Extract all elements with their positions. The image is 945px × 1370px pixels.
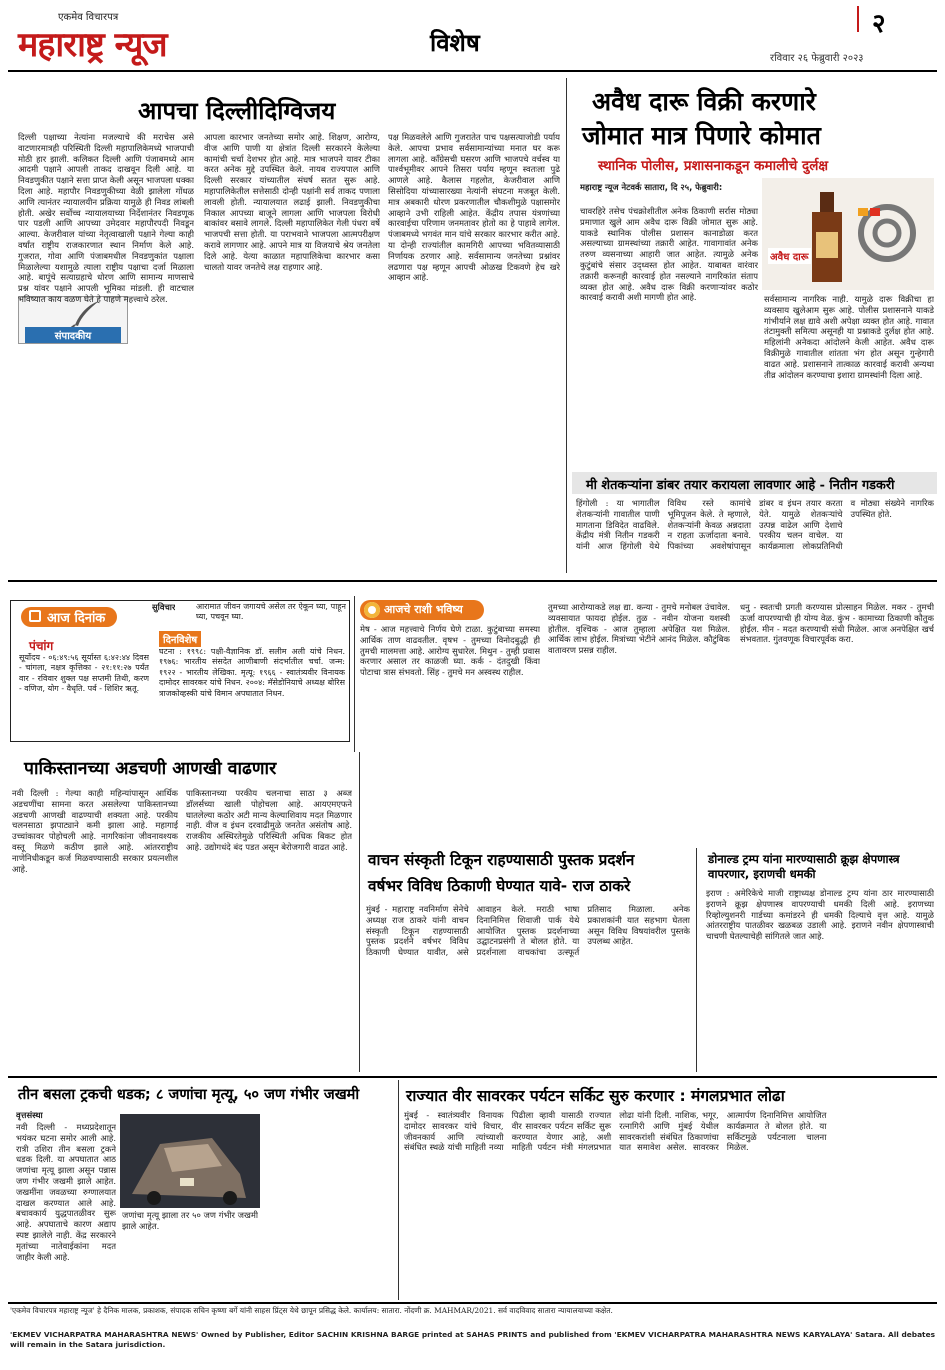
footer-line-1: 'एकमेव विचारपत्र महाराष्ट्र न्यूज' हे दैनिक मालक, प्रकाशक, संपादक सचिन कृष्णा बर्गे यांनी साहस प्रिंट्स येथे छापून प्रसिद्ध केले. कार्यालय: सातारा. नोंदणी क्र. MAHMAR/2021. सर्व वादविवाद सातारा न्यायालयाच्या कक्षेत. [10, 1306, 613, 1315]
bus-body: नवी दिल्ली - मध्यप्रदेशातून भयंकर घटना समोर आली आहे. रात्री उशिरा तीन बसला ट्रकने धडक दिली. या अपघातात आठ जणांचा मृत्यू झाला असून पन्नास जण गंभीर जखमी झाले आहेत. जखमींना जवळच्या रुग्णालयात दाखल करण्यात आले आहे. बचावकार्य युद्धपातळीवर सुरू आहे. अपघाताचे कारण अद्याप स्पष्ट झालेले नाही. केंद्र सरकारने मृतांच्या नातेवाईकांना मदत जाहीर केली आहे. [16, 1122, 116, 1262]
liquor-bottle-icon [762, 178, 934, 290]
pustak-story [364, 846, 692, 1072]
upper-divider [8, 580, 937, 582]
footer-line-2: 'EKMEV VICHARPATRA MAHARASHTRA NEWS' Owned by Publisher, Editor SACHIN KRISHNA BARGE printed at SAHAS PRINTS and published from 'EKMEV VICHARPATRA MAHARASHTRA NEWS KARYALAYA' Satara. All debates will remain in the Satara jurisdiction. [10, 1330, 935, 1349]
panchang-text: सूर्योदय - ०६:४९:५६ सूर्यास्त ६:४२:४४ दिवस - चांगला, नक्षत्र कृत्तिका - २१:११:२७ पर्यंत वार - रविवार शुक्ल पक्ष सप्तमी तिथी, करण - वणिज, योग - वैधृति. पर्व - शिशिर ऋतू. [19, 653, 149, 694]
savarkar-body: मुंबई - स्वातंत्र्यवीर विनायक दामोदर सावरकर यांचे विचार, जीवनकार्य आणि त्यांच्याशी संबंधित स्थळे यांची माहिती नव्या पिढीला व्हावी यासाठी राज्यात वीर सावरकर पर्यटन सर्किट सुरू करण्यात येणार आहे, अशी माहिती पर्यटन मंत्री मंगलप्रभात लोढा यांनी दिली. नाशिक, भगूर, रत्नागिरी आणि मुंबई येथील सावरकरांशी संबंधित ठिकाणांचा यात समावेश असेल. सावरकर आत्मार्पण दिनानिमित्त आयोजित कार्यक्रमात ते बोलत होते. या सर्किटमुळे पर्यटनाला चालना मिळेल. [404, 1110, 827, 1153]
dinvishesh-text: घटना : १९९८: पक्षी-वैज्ञानिक डॉ. सलीम अली यांचे निधन. १९७६: भारतीय संसदेत आणीबाणी संदर्भातील चर्चा. जन्म: १९२२ - भारतीय लेखिका. मृत्यू: १९६६ - स्वातंत्र्यवीर विनायक दामोदर सावरकर यांचे निधन. २००४: मॅसेडोनियाचे अध्यक्ष बोरिस त्राजकोव्हस्की यांचे विमान अपघातात निधन. [159, 647, 345, 698]
pustak-right-rule [696, 848, 697, 1072]
liquor-image-label: अवैध दारू [768, 248, 811, 264]
gadkari-title: मी शेतकऱ्यांना डांबर तयार करायला लावणार आहे - नितीन गडकरी [586, 478, 895, 493]
editorial-column-3: पक्ष मिळवलेले आणि गुजरातेत पाच पक्षसत्याजोडी पर्याय केले. आपचा प्रभाव सर्वसामान्यांच्या मनात घर करू लागला आहे. काँग्रेसची घसरण आणि भाजपचे वर्चस्व या पार्श्वभूमीवर आपने तिसरा पर्याय म्हणून स्वतःला पुढे आणले आहे. कैलास गहलोत, केजरीवाल आणि सिसोदिया यांच्यासारख्या नेत्यांनी संघटना मजबूत केली. मात्र अबकारी धोरण प्रकरणातील चौकशीमुळे पक्षासमोर आव्हाने उभी राहिली आहेत. केंद्रीय तपास यंत्रणांच्या कारवाईचा परिणाम जनमतावर होतो का हे पाहावे लागेल. पंजाबमध्ये भगवंत मान यांचे सरकार कारभार करीत आहे. या दोन्ही राज्यांतील कामगिरी आपच्या भवितव्यासाठी निर्णायक ठरणार आहे. सर्वसामान्य जनतेच्या प्रश्नांवर लढणारा पक्ष म्हणून आपची ओळख टिकवणे हेच खरे आव्हान आहे. [388, 132, 560, 283]
dinvishesh-label: दिनविशेष [159, 631, 201, 647]
bus-image-caption: जणांचा मृत्यू झाला तर ५० जण गंभीर जखमी झाले आहेत. [122, 1210, 258, 1231]
pakistan-title: पाकिस्तानच्या अडचणी आणखी वाढणार [24, 759, 277, 779]
bus-crash-photo-icon [120, 1114, 260, 1208]
liquor-title-line-1: अवैध दारू विक्री करणारे [592, 87, 816, 116]
page-number: २ [872, 9, 886, 39]
bus-story [10, 1080, 395, 1298]
calendar-icon [29, 610, 41, 622]
pakistan-column-1: नवी दिल्ली : गेल्या काही महिन्यांपासून आर्थिक अडचणींचा सामना करत असलेल्या पाकिस्तानच्या अडचणी आणखी वाढण्याची शक्यता आहे. परकीय चलनसाठा झपाट्याने कमी झाला आहे. महागाई उच्चांकावर पोहोचली आहे. नागरिकांना जीवनावश्यक वस्तू मिळणे कठीण झाले आहे. आंतरराष्ट्रीय नाणेनिधीकडून कर्ज मिळवण्यासाठी सरकार प्रयत्नशील आहे. [12, 788, 178, 874]
liquor-subtitle: स्थानिक पोलीस, प्रशासनाकडून कमालीचे दुर्लक्ष [598, 158, 829, 174]
gadkari-body: हिंगोली : या भागातील शेतकऱ्यांनी गावातील पाणी मागताना डिविदेत वाढविले. केंद्रीय मंत्री नितीन गडकरी यांनी आज हिंगोली येथे विविध रस्ते कामांचे भूमिपूजन केले. ते म्हणाले, शेतकऱ्यांनी केवळ अन्नदाता न राहता ऊर्जादाता बनावे. पिकांच्या अवशेषांपासून डांबर व इंधन तयार करता येते. यामुळे शेतकऱ्यांचे उत्पन्न वाढेल आणि देशाचे परकीय चलन वाचेल. या कार्यक्रमाला लोकप्रतिनिधी व मोठ्या संख्येने नागरिक उपस्थित होते. [576, 498, 934, 552]
pustak-body: मुंबई - महाराष्ट्र नवनिर्माण सेनेचे अध्यक्ष राज ठाकरे यांनी वाचन संस्कृती टिकून राहण्यासाठी पुस्तक प्रदर्शने वर्षभर विविध ठिकाणी घेण्यात यावीत, असे आवाहन केले. मराठी भाषा दिनानिमित्त शिवाजी पार्क येथे आयोजित पुस्तक प्रदर्शनाच्या उद्घाटनप्रसंगी ते बोलत होते. या प्रदर्शनाला वाचकांचा उत्स्फूर्त प्रतिसाद मिळाला. अनेक प्रकाशकांनी यात सहभाग घेतला असून विविध विषयांवरील पुस्तके उपलब्ध आहेत. [366, 904, 690, 958]
masthead-tagline: एकमेव विचारपत्र [58, 12, 119, 23]
aaj-dinank-header [21, 607, 117, 627]
section-title: विशेष [430, 29, 480, 57]
editorial-right-rule [566, 78, 567, 573]
aaj-dinank-heading: आज दिनांक [47, 611, 106, 626]
suvichar-label: सुविचार [152, 602, 176, 612]
footer [10, 1306, 935, 1366]
bus-right-rule [398, 1080, 399, 1300]
masthead [0, 0, 945, 72]
bus-agency: वृत्तसंस्था [16, 1110, 43, 1120]
date-line: रविवार २६ फेब्रुवारी २०२३ [770, 53, 864, 64]
bus-photo [120, 1114, 260, 1208]
rashi-column-2: तुमच्या आरोग्याकडे लक्ष द्या. कन्या - तुमचे मनोबल उंचावेल. व्यवसायात फायदा होईल. तुळ - नवीन योजना यशस्वी होतील. वृश्चिक - आज तुम्हाला अपेक्षित यश मिळेल. आर्थिक लाभ होईल. मित्रांच्या भेटीने आनंद मिळेल. कौटुंबिक वातावरण प्रसन्न राहील. [548, 602, 730, 656]
liquor-column-2: सर्वसामान्य नागरिक नाही. यामुळे दारू विक्रीचा हा व्यवसाय खुलेआम सुरू आहे. पोलीस प्रशासनाने याकडे गांभीर्याने लक्ष द्यावे अशी अपेक्षा व्यक्त होत आहे. गावात तंटामुक्ती समित्या असूनही या प्रश्नाकडे दुर्लक्ष होत आहे. महिलांनी अनेकदा आंदोलने केली आहेत. अवैध दारू विक्रीमुळे गावातील शांतता भंग होत असून गुन्हेगारी वाढत आहे. प्रशासनाने तात्काळ कारवाई करावी अन्यथा तीव्र आंदोलन करण्याचा इशारा ग्रामस्थांनी दिला आहे. [764, 294, 934, 380]
lower-divider [8, 1076, 937, 1078]
trump-body: इराण : अमेरिकेचे माजी राष्ट्राध्यक्ष डोनाल्ड ट्रम्प यांना ठार मारण्यासाठी इराणने क्रूझ क्षेपणास्त्र वापरण्याची धमकी दिली आहे. इराणच्या रिव्होल्युशनरी गार्डच्या कमांडरने ही धमकी दिल्याचे वृत्त आहे. यामुळे आंतरराष्ट्रीय पातळीवर खळबळ उडाली आहे. इराणने नवीन क्षेपणास्त्राची चाचणी घेतल्याचेही सांगितले जात आहे. [706, 888, 934, 942]
bus-body-continued [122, 1236, 392, 1296]
rashi-column-3: धनु - स्वतःची प्रगती करण्यास प्रोत्साहन मिळेल. मकर - तुमची ऊर्जा वापरण्याची ही योग्य वेळ. कुंभ - कामाच्या ठिकाणी कौतुक होईल. मीन - मदत करण्याची संधी मिळेल. आज अनपेक्षित खर्च संभवतात. गुंतवणूक विचारपूर्वक करा. [740, 602, 934, 645]
suvichar-text: आरामात जीवन जगायचे असेल तर ऐकून घ्या, पाहून घ्या, पचवून घ्या. [196, 602, 346, 622]
liquor-dateline: महाराष्ट्र न्यूज नेटवर्क सातारा, दि २५, फेब्रुवारी: [580, 182, 723, 192]
masthead-brand: महाराष्ट्र न्यूज [18, 25, 167, 65]
rashi-left-rule [354, 596, 355, 752]
masthead-divider [857, 6, 859, 32]
savarkar-title: राज्यात वीर सावरकर पर्यटन सर्किट सुरु करणार : मंगलप्रभात लोढा [406, 1087, 785, 1105]
suvichar-box [152, 602, 350, 628]
editorial-column-2: आपला कारभार जनतेच्या समोर आहे. शिक्षण, आरोग्य, वीज आणि पाणी या क्षेत्रांत दिल्ली सरकारने केलेल्या कामांची चर्चा देशभर होत आहे. मात्र भाजपने यावर टीका करत अनेक मुद्दे उपस्थित केले. नायब राज्यपाल आणि दिल्ली सरकार यांच्यातील संघर्ष सतत सुरू आहे. महापालिकेतील सत्तेसाठी दोन्ही पक्षांनी सर्व ताकद पणाला लावली होती. न्यायालयात लढाई झाली. निवडणुकीचा निकाल आपच्या बाजूने लागला आणि भाजपला विरोधी बाकांवर बसावे लागले. दिल्ली महापालिकेत गेली पंधरा वर्षे भाजपची सत्ता होती. या पराभवाने भाजपला आत्मपरीक्षण करावे लागणार आहे. आपने मात्र या विजयाचे श्रेय जनतेला दिले आहे. येत्या काळात महापालिकेचा कारभार कसा चालतो यावर जनतेचे लक्ष राहणार आहे. [204, 132, 380, 272]
panchang-label: पंचांग [29, 639, 54, 653]
masthead-rule [8, 70, 937, 72]
editorial-title: आपचा दिल्लीदिग्विजय [138, 97, 336, 125]
pustak-title-line-2: वर्षभर विविध ठिकाणी घेण्यात यावे- राज ठाकरे [368, 877, 631, 895]
editorial-column-1: दिल्ली पक्षाच्या नेत्यांना मजल्याचे की मराचेस असे वाटणारमात्रही परिस्थिती दिल्ली महापालिकेमध्ये भाजपाची मोठी हार झाली. कलिकत दिल्ली आणि पंजाबमध्ये आम आदमी पक्षाने आपली ताकद दाखवून दिली आहे. या निवडणुकीत पक्षाने सत्ता प्राप्त केली असून भाजपला धक्का दिला आहे. महापौर निवडणुकीच्या वेळी झालेला गोंधळ आणि त्यानंतर न्यायालयीन प्रक्रिया यामुळे ही निवड लांबली होती. अखेर सर्वोच्च न्यायालयाच्या निर्देशानंतर निवडणूक पार पडली आणि आपच्या उमेदवार महापौरपदी निवडून आल्या. केजरीवाल यांच्या नेतृत्वाखाली पक्षाने गेल्या काही वर्षांत राष्ट्रीय राजकारणात स्थान निर्माण केले आहे. गुजरात, गोवा आणि पंजाबमधील निवडणुकांत पक्षाला मिळालेल्या यशामुळे त्याला राष्ट्रीय पक्षाचा दर्जा मिळाला आहे. बापूंचे सत्याग्रहाचे धोरण आणि सामान्य माणसाचे प्रश्न यांवर पक्षाने आपली भूमिका मांडली. ही वाटचाल भविष्यात काय वळण घेते हे पाहणे महत्त्वाचे ठरेल. [18, 132, 194, 304]
gadkari-story [572, 472, 937, 577]
liquor-image [762, 178, 934, 290]
pakistan-story [10, 752, 355, 1072]
pakistan-right-rule [359, 752, 360, 1072]
trump-title: डोनाल्ड ट्रम्प यांना मारण्यासाठी क्रूझ क्षेपणास्त्र वापरणार, इराणची धमकी [708, 852, 900, 881]
pakistan-column-2: पाकिस्तानच्या परकीय चलनाचा साठा ३ अब्ज डॉलर्सच्या खाली पोहोचला आहे. आयएमएफने घातलेल्या कठोर अटी मान्य केल्याशिवाय मदत मिळणार नाही. वीज व इंधन दरवाढीमुळे जनतेत असंतोष आहे. राजकीय अस्थिरतेमुळे परिस्थिती अधिक बिकट होत आहे. उद्योगधंदे बंद पडत असून बेरोजगारी वाढत आहे. [186, 788, 352, 852]
rashi-column-1: मेष - आज महत्त्वाचे निर्णय घेणे टाळा. कुटुंबाच्या समस्या आर्थिक ताण वाढवतील. वृषभ - तुमच्या विनोदबुद्धी ही तुमची मालमत्ता आहे. आरोग्य सुधारेल. मिथुन - तुम्ही प्रवास करणार असाल तर काळजी घ्या. कर्क - दंतदुखी किंवा पोटाचा त्रास संभवतो. सिंह - तुमचे मन अस्वस्थ राहील. [360, 624, 540, 678]
pustak-title-line-1: वाचन संस्कृती टिकून राहण्यासाठी पुस्तक प्रदर्शन [368, 851, 635, 869]
rashi-section [358, 598, 937, 748]
liquor-story [572, 78, 937, 470]
editorial-section [8, 78, 563, 578]
trump-story [702, 846, 937, 1072]
liquor-title-line-2: जोमात मात्र पिणारे कोमात [582, 121, 821, 150]
bus-title: तीन बसला ट्रकची धडक; ८ जणांचा मृत्यू, ५० जण गंभीर जखमी [18, 1086, 360, 1103]
savarkar-story [402, 1080, 937, 1298]
rashi-heading: आजचे राशी भविष्य [384, 603, 463, 616]
zodiac-wheel-icon [364, 602, 380, 618]
rashi-header [360, 600, 484, 620]
editorial-badge-label: संपादकीय [25, 327, 121, 343]
liquor-column-1: चावरहिरे तसेच पंचक्रोशीतील अनेक ठिकाणी सर्रास मोठ्या प्रमाणात खुले आम अवैध दारू विक्री जोमात सुरू आहे. याकडे स्थानिक पोलीस प्रशासन कानाडोळा करत असल्याच्या ग्रामस्थांच्या तक्रारी आहेत. गावागावांत अनेक तरुण व्यसनाच्या आहारी जात आहेत. त्यामुळे अनेक कुटुंबांचे संसार उद्ध्वस्त होत आहेत. याबाबत वारंवार तक्रारी करूनही कारवाई होत नसल्याने नागरिकांत संताप व्यक्त होत आहे. अवैध दारू विक्री करणाऱ्यांवर कठोर कारवाई करावी अशी मागणी होत आहे. [580, 206, 758, 303]
footer-rule [8, 1302, 937, 1304]
